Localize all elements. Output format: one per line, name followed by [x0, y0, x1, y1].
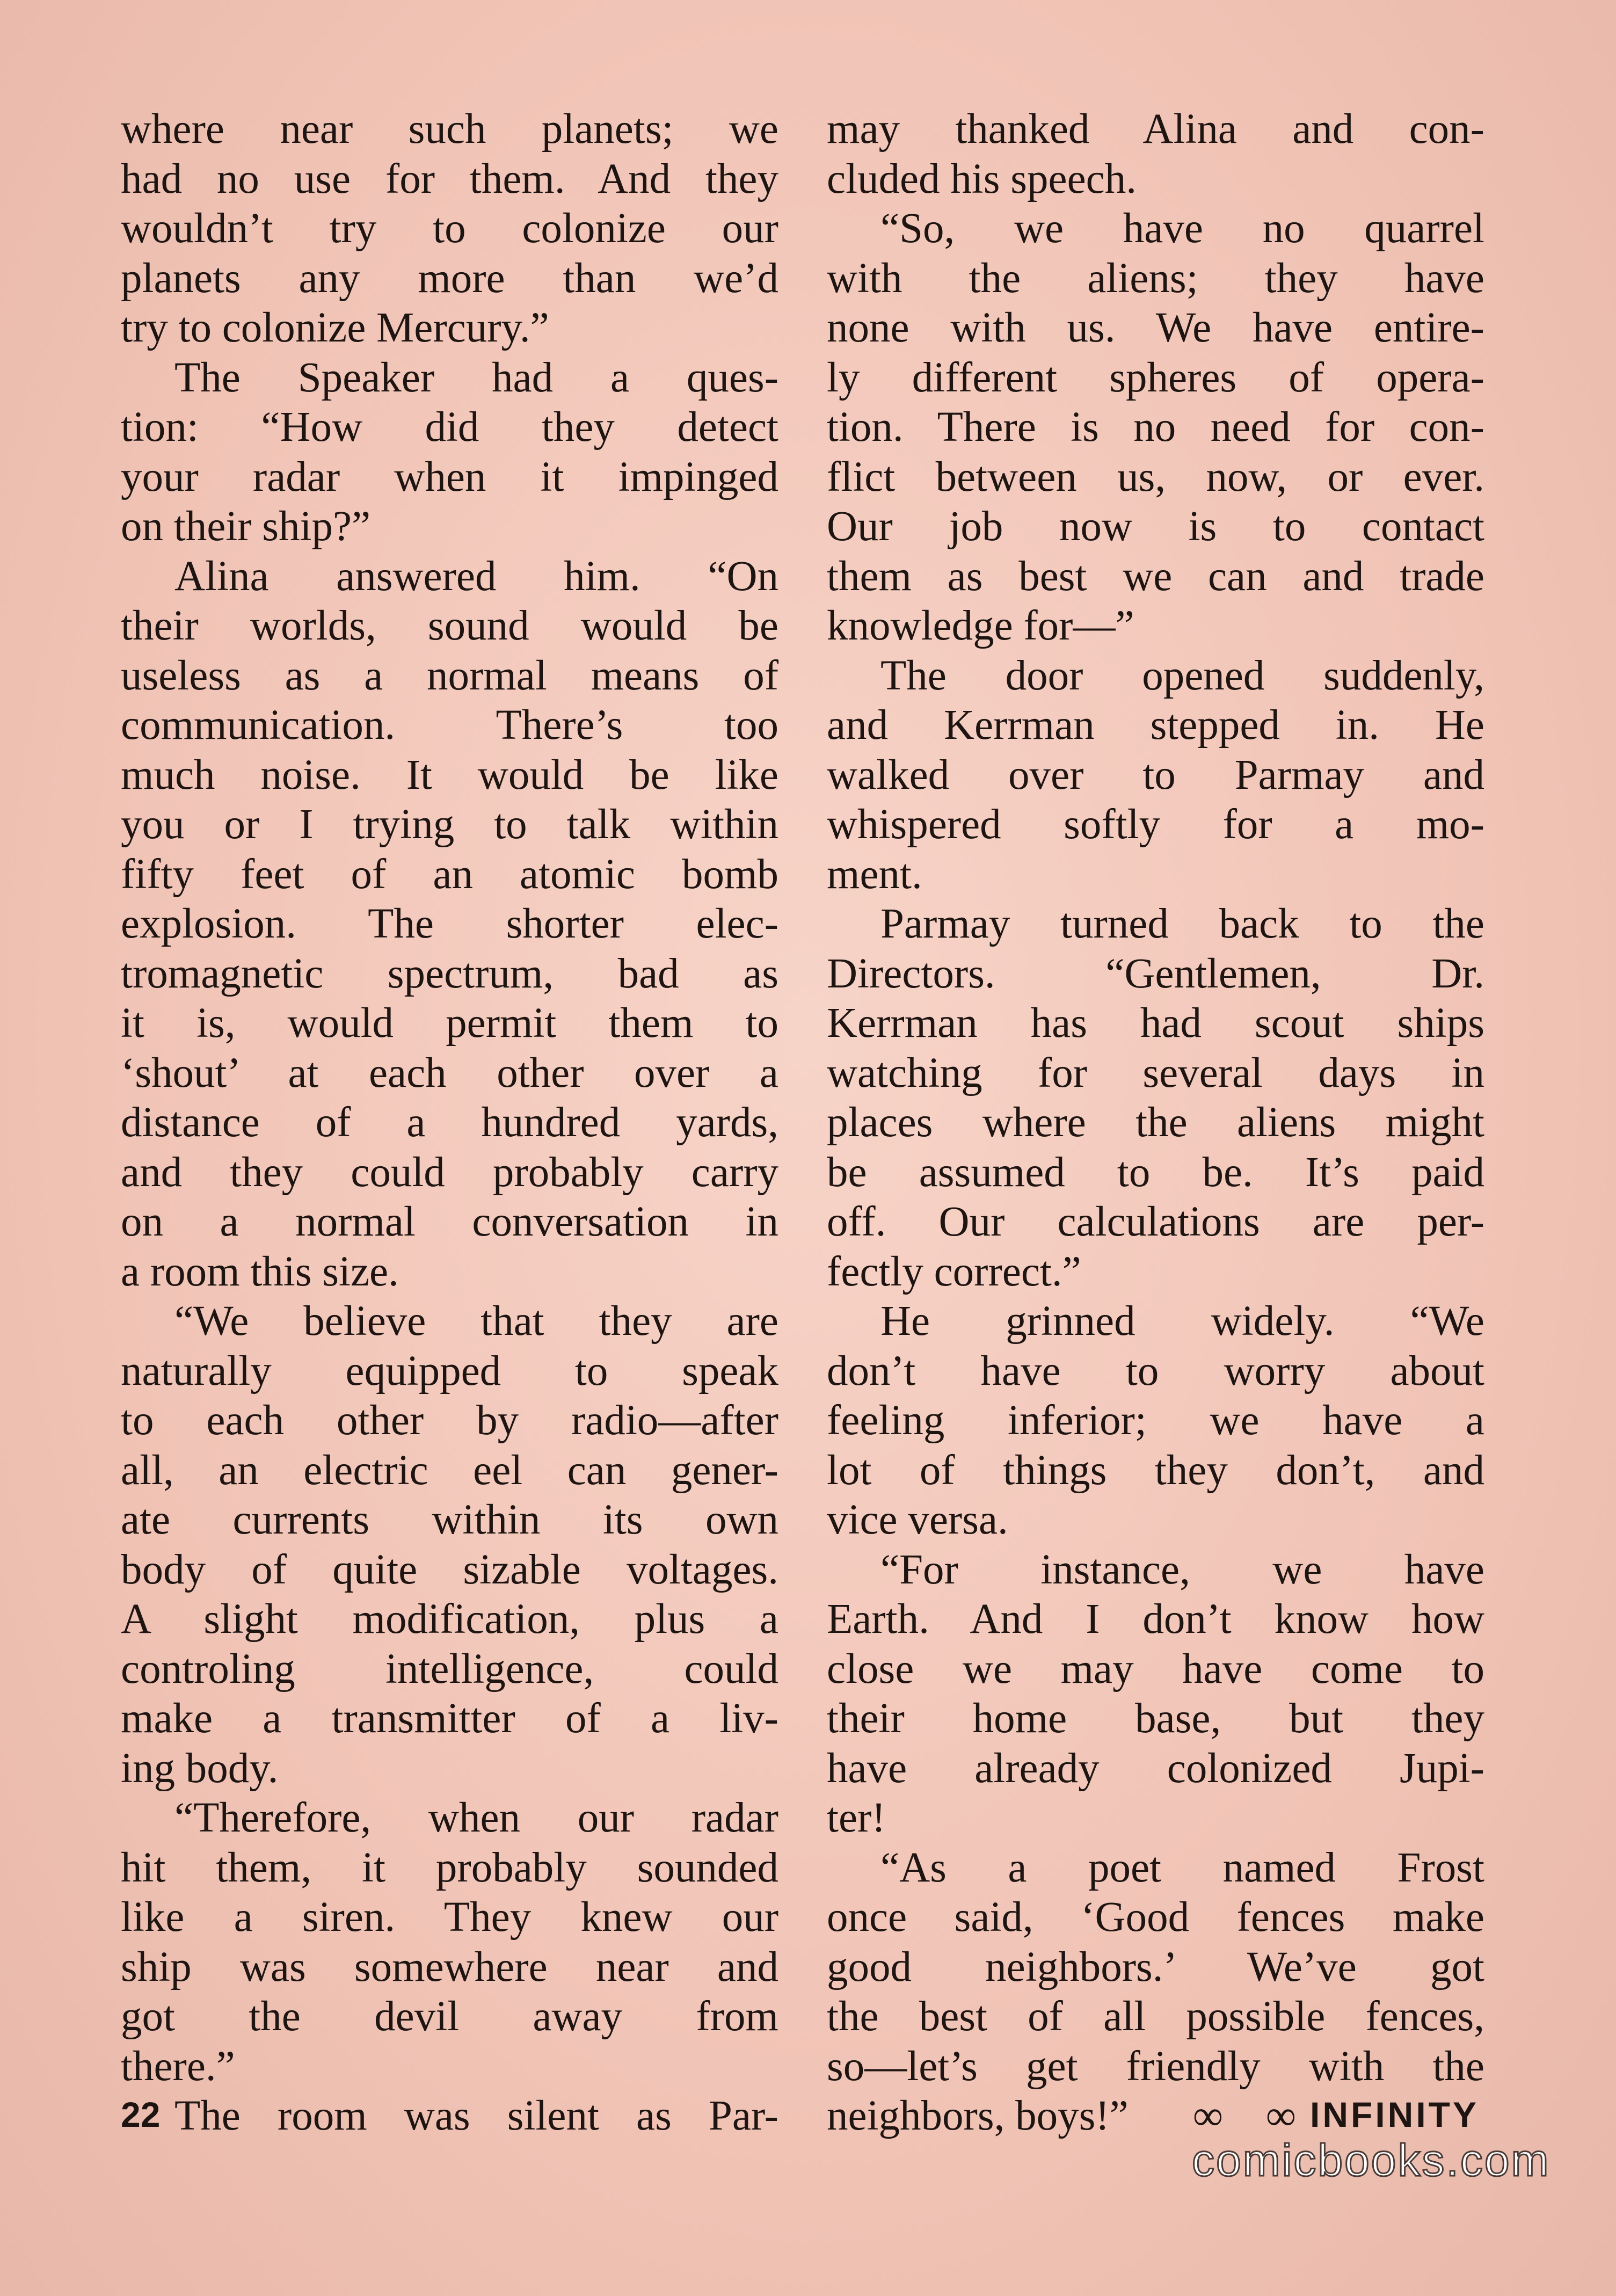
text-line: don’t have to worry about [827, 1347, 1484, 1394]
text-line: make a transmitter of a liv- [121, 1695, 778, 1742]
text-line: wouldn’t try to colonize our [121, 205, 778, 252]
text-line: you or I trying to talk within [121, 801, 778, 848]
text-line: fectly correct.” [827, 1248, 1081, 1295]
text-line: them as best we can and trade [827, 553, 1484, 600]
text-line: He grinned widely. “We [880, 1298, 1484, 1345]
text-line: good neighbors.’ We’ve got [827, 1943, 1484, 1990]
text-line: much noise. It would be like [121, 751, 778, 798]
text-line: tromagnetic spectrum, bad as [121, 950, 778, 997]
text-line: ter! [827, 1794, 886, 1841]
text-line: with the aliens; they have [827, 255, 1484, 302]
text-line: “For instance, we have [880, 1546, 1484, 1593]
text-line: ate currents within its own [121, 1496, 778, 1543]
text-line: their home base, but they [827, 1695, 1484, 1742]
right-text-column [827, 105, 1484, 2141]
text-line: ‘shout’ at each other over a [121, 1049, 778, 1096]
text-line: it is, would permit them to [121, 1000, 778, 1047]
text-line: The Speaker had a ques- [174, 354, 778, 401]
text-line: naturally equipped to speak [121, 1347, 778, 1394]
text-line: on a normal conversation in [121, 1198, 778, 1245]
text-line: watching for several days in [827, 1049, 1484, 1096]
text-line: cluded his speech. [827, 155, 1137, 202]
text-line: vice versa. [827, 1496, 1008, 1543]
text-line: to each other by radio—after [121, 1397, 778, 1444]
text-line: like a siren. They knew our [121, 1894, 778, 1941]
text-line: there.” [121, 2043, 235, 2090]
text-line: may thanked Alina and con- [827, 106, 1484, 152]
text-line: try to colonize Mercury.” [121, 304, 549, 351]
text-line: Kerrman has had scout ships [827, 1000, 1484, 1047]
text-line: whispered softly for a mo- [827, 801, 1484, 848]
text-line: tion. There is no need for con- [827, 404, 1484, 451]
text-line: fifty feet of an atomic bomb [121, 851, 778, 898]
text-line: ing body. [121, 1745, 279, 1792]
story-end-mark: ∞ ∞ [1192, 2092, 1313, 2139]
text-line: hit them, it probably sounded [121, 1844, 778, 1891]
text-line: where near such planets; we [121, 106, 778, 152]
text-line: Our job now is to contact [827, 503, 1484, 550]
text-line: your radar when it impinged [121, 453, 778, 500]
text-line: ment. [827, 851, 922, 898]
text-line: Earth. And I don’t know how [827, 1596, 1484, 1643]
text-line: and they could probably carry [121, 1149, 778, 1196]
text-line: lot of things they don’t, and [827, 1447, 1484, 1494]
text-line: ly different spheres of opera- [827, 354, 1484, 401]
text-line: body of quite sizable voltages. [121, 1546, 778, 1593]
text-line: distance of a hundred yards, [121, 1099, 778, 1146]
text-line: their worlds, sound would be [121, 602, 778, 649]
text-line: communication. There’s too [121, 702, 778, 749]
text-line: the best of all possible fences, [827, 1993, 1484, 2040]
text-line: explosion. The shorter elec- [121, 900, 778, 947]
magazine-title: INFINITY [1310, 2095, 1479, 2134]
text-line: be assumed to be. It’s paid [827, 1149, 1484, 1196]
text-line: feeling inferior; we have a [827, 1397, 1484, 1444]
text-line: “As a poet named Frost [880, 1844, 1484, 1891]
text-line: “Therefore, when our radar [174, 1794, 778, 1841]
text-line: off. Our calculations are per- [827, 1198, 1484, 1245]
text-line: once said, ‘Good fences make [827, 1894, 1484, 1941]
text-line: and Kerrman stepped in. He [827, 702, 1484, 749]
text-line: A slight modification, plus a [121, 1596, 778, 1643]
text-line: planets any more than we’d [121, 255, 778, 302]
text-line: Parmay turned back to the [880, 900, 1484, 947]
text-line: all, an electric eel can gener- [121, 1447, 778, 1494]
text-line: controling intelligence, could [121, 1645, 778, 1692]
text-line: so—let’s get friendly with the [827, 2043, 1484, 2090]
text-line: a room this size. [121, 1248, 399, 1295]
text-line: The room was silent as Par- [174, 2092, 778, 2139]
text-line: none with us. We have entire- [827, 304, 1484, 351]
text-line: tion: “How did they detect [121, 404, 778, 451]
text-line: Directors. “Gentlemen, Dr. [827, 950, 1484, 997]
text-line: knowledge for—” [827, 602, 1134, 649]
text-line: “So, we have no quarrel [880, 205, 1484, 252]
page-number: 22 [121, 2095, 161, 2134]
text-line: got the devil away from [121, 1993, 778, 2040]
text-line: flict between us, now, or ever. [827, 453, 1484, 500]
text-line: The door opened suddenly, [880, 652, 1484, 699]
text-line: “We believe that they are [174, 1298, 778, 1345]
text-line: on their ship?” [121, 503, 371, 550]
watermark: comicbooks.com [1192, 2135, 1551, 2185]
text-line: have already colonized Jupi- [827, 1745, 1484, 1792]
closing-line-text: neighbors, boys!” [827, 2092, 1129, 2139]
text-line: had no use for them. And they [121, 155, 778, 202]
text-line: useless as a normal means of [121, 652, 778, 699]
text-line: ship was somewhere near and [121, 1943, 778, 1990]
text-line: places where the aliens might [827, 1099, 1484, 1146]
text-line: Alina answered him. “On [174, 553, 778, 600]
text-line: walked over to Parmay and [827, 751, 1484, 798]
left-text-column [121, 105, 778, 2141]
text-line: close we may have come to [827, 1645, 1484, 1692]
